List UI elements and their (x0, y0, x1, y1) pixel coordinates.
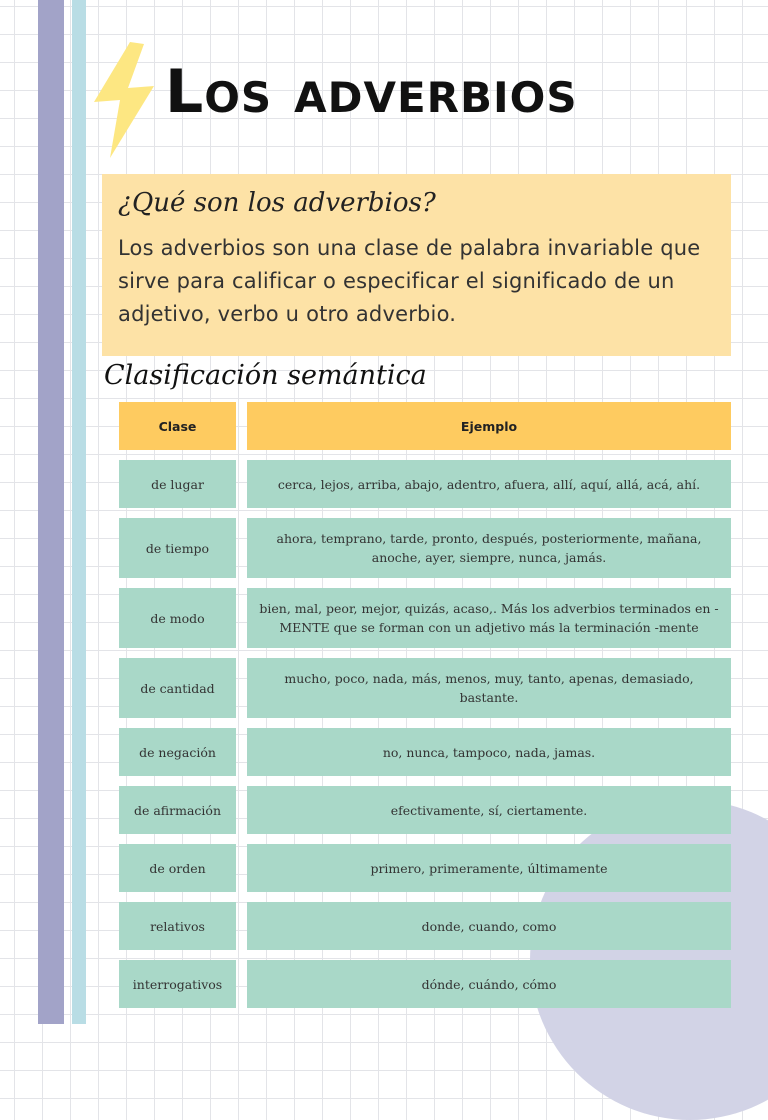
left-stripe-purple (38, 0, 64, 1024)
cell-clase: de negación (119, 728, 236, 776)
header-ejemplo: Ejemplo (247, 402, 731, 450)
cell-ejemplo: efectivamente, sí, ciertamente. (247, 786, 731, 834)
table-row (119, 902, 731, 950)
definition-box (102, 174, 731, 356)
table-row (119, 658, 731, 718)
lightning-bolt-icon (90, 40, 160, 160)
page-title: Los adverbios (165, 57, 578, 127)
table-header-row (119, 402, 731, 450)
definition-text: Los adverbios son una clase de palabra invariable que sirve para calificar o especificar el significado de un adjetivo, verbo u otro adverbio. (118, 236, 701, 326)
cell-ejemplo: bien, mal, peor, mejor, quizás, acaso,. Más los adverbios terminados en -MENTE que se forman con un adjetivo más la terminación -mente (247, 588, 731, 648)
header-clase: Clase (119, 402, 236, 450)
left-stripe-blue (72, 0, 86, 1024)
cell-clase: de modo (119, 588, 236, 648)
cell-clase: de afirmación (119, 786, 236, 834)
cell-clase: relativos (119, 902, 236, 950)
cell-ejemplo: no, nunca, tampoco, nada, jamas. (247, 728, 731, 776)
cell-clase: de lugar (119, 460, 236, 508)
table-row (119, 460, 731, 508)
cell-ejemplo: dónde, cuándo, cómo (247, 960, 731, 1008)
cell-ejemplo: ahora, temprano, tarde, pronto, después, posteriormente, mañana, anoche, ayer, siempre, nunca, jamás. (247, 518, 731, 578)
table-row (119, 960, 731, 1008)
table-row (119, 588, 731, 648)
cell-clase: de tiempo (119, 518, 236, 578)
table-row (119, 786, 731, 834)
cell-ejemplo: mucho, poco, nada, más, menos, muy, tanto, apenas, demasiado, bastante. (247, 658, 731, 718)
cell-ejemplo: primero, primeramente, últimamente (247, 844, 731, 892)
table-row (119, 844, 731, 892)
cell-clase: de orden (119, 844, 236, 892)
definition-heading: ¿Qué son los adverbios? (118, 188, 436, 218)
table-row (119, 728, 731, 776)
table-row (119, 518, 731, 578)
section-title: Clasificación semántica (104, 360, 427, 391)
cell-ejemplo: donde, cuando, como (247, 902, 731, 950)
classification-table (119, 402, 731, 1018)
cell-ejemplo: cerca, lejos, arriba, abajo, adentro, afuera, allí, aquí, allá, acá, ahí. (247, 460, 731, 508)
cell-clase: de cantidad (119, 658, 236, 718)
cell-clase: interrogativos (119, 960, 236, 1008)
